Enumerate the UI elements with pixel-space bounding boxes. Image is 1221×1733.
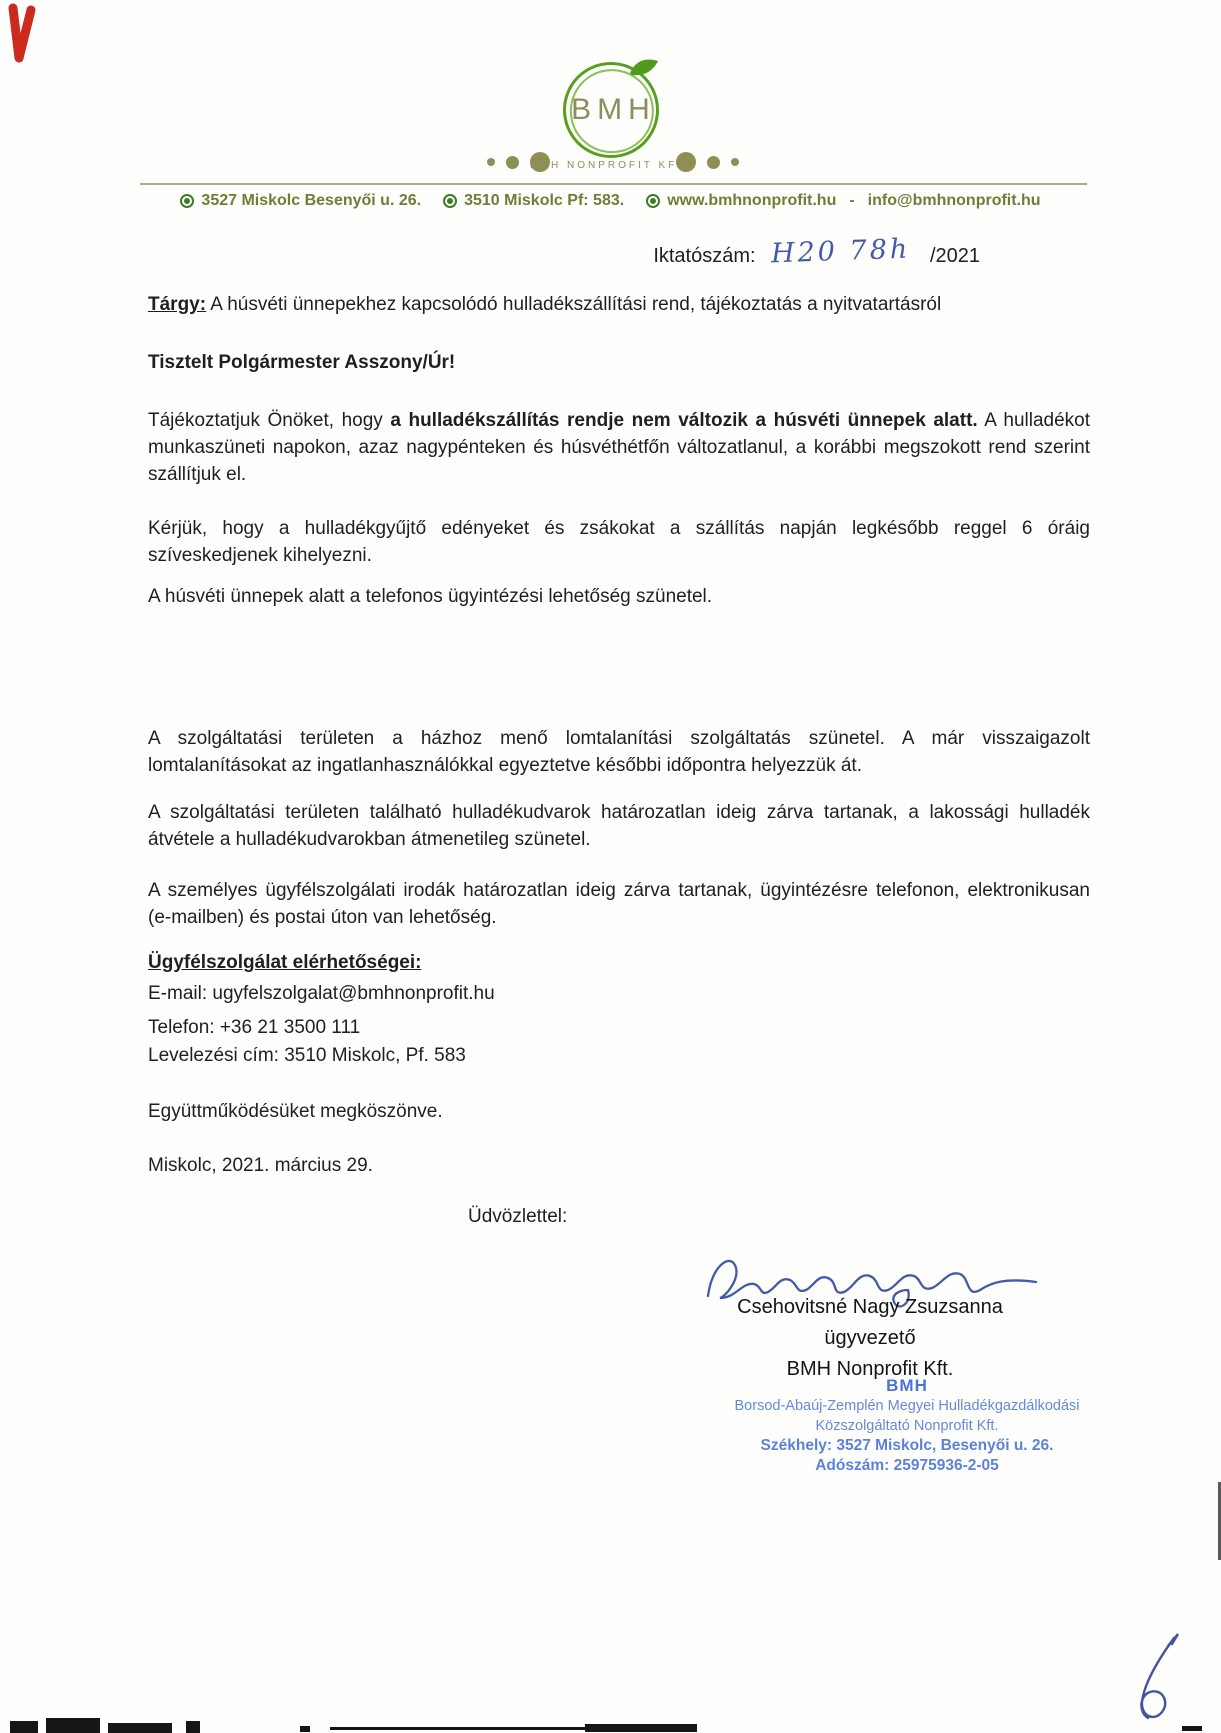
- closing-date: Miskolc, 2021. március 29.: [148, 1155, 373, 1176]
- reference-row: [0, 233, 980, 270]
- closing-valediction: Üdvözlettel:: [468, 1206, 568, 1227]
- paragraph-4: A szolgáltatási területen a házhoz menő lomtalanítási szolgáltatás szünetel. A már visszaigazolt lomtalanításokat az ingatlanhasználókkal egyeztetve későbbi időpontra helyezzük át.: [148, 728, 1090, 776]
- scan-artifact: [585, 1724, 697, 1732]
- globe-icon: [443, 194, 457, 208]
- reference-year: /2021: [929, 245, 980, 267]
- contact-email: info@bmhnonprofit.hu: [867, 192, 1041, 209]
- paragraph-1-normal-a: Tájékoztatjuk Önöket, hogy: [148, 410, 391, 431]
- scan-artifact: [186, 1721, 200, 1733]
- contact-address1-item: [180, 192, 421, 210]
- signatory-name: Csehovitsné Nagy Zsuzsanna: [737, 1296, 1003, 1318]
- logo-caption: BMH NONPROFIT KFT.: [529, 160, 692, 171]
- paragraph-1-bold: a hulladékszállítás rendje nem változik a húsvéti ünnepek alatt.: [390, 410, 978, 431]
- paragraph-3: A húsvéti ünnepek alatt a telefonos ügyintézési lehetőség szünetel.: [148, 586, 713, 607]
- customer-service-email: E-mail: ugyfelszolgalat@bmhnonprofit.hu: [148, 983, 495, 1004]
- leaf-icon: [628, 57, 662, 79]
- header-divider: [140, 183, 1087, 185]
- customer-service-postal: Levelezési cím: 3510 Miskolc, Pf. 583: [148, 1045, 466, 1066]
- subject-line: [148, 291, 1090, 318]
- paragraph-5: A szolgáltatási területen található hulladékudvarok határozatlan ideig zárva tartanak, a lakossági hulladék átvétele a hulladékudvarokban átmenetileg szünetel.: [148, 802, 1090, 850]
- scan-artifact: [108, 1723, 172, 1733]
- contact-address2: 3510 Miskolc Pf: 583.: [464, 192, 625, 209]
- scan-artifact: [46, 1718, 100, 1733]
- stamp-line5: Adószám: 25975936-2-05: [815, 1457, 999, 1474]
- paragraph-1-normal-b: A hulladékot munkaszüneti napokon, azaz nagypénteken és húsvéthétfőn változatlanul, a korábbi megszokott rend szerint szállítjuk el.: [148, 410, 1090, 485]
- header-contact-line: [0, 192, 1221, 210]
- scan-artifact: [1182, 1726, 1202, 1731]
- paraph-initial-handwriting: [1108, 1630, 1198, 1730]
- stamp-line4: Székhely: 3527 Miskolc, Besenyői u. 26.: [760, 1437, 1054, 1454]
- bmh-logo: [0, 60, 1221, 164]
- scan-artifact: [300, 1726, 310, 1732]
- signature-block: [660, 1292, 1080, 1385]
- contact-separator: -: [849, 192, 855, 209]
- stamp-line2: Borsod-Abaúj-Zemplén Megyei Hulladékgazdálkodási: [734, 1398, 1080, 1414]
- closing-thanks: Együttműködésüket megköszönve.: [148, 1101, 443, 1122]
- signatory-company: BMH Nonprofit Kft.: [786, 1358, 954, 1380]
- signatory-title: ügyvezető: [824, 1327, 916, 1349]
- globe-icon: [646, 194, 660, 208]
- customer-service-phone: Telefon: +36 21 3500 111: [148, 1017, 361, 1038]
- red-pen-mark: [4, 2, 40, 68]
- subject-text: A húsvéti ünnepekhez kapcsolódó hulladékszállítási rend, tájékoztatás a nyitvatartásról: [206, 294, 942, 315]
- paragraph-2: Kérjük, hogy a hulladékgyűjtő edényeket és zsákokat a szállítás napján legkésőbb reggel 6 óráig szíveskedjenek kihelyezni.: [148, 518, 1090, 566]
- contact-address2-item: [443, 192, 624, 210]
- contact-web-email-item: [646, 192, 1040, 210]
- subject-label: Tárgy:: [148, 294, 207, 315]
- globe-icon: [180, 194, 194, 208]
- stamp-line3: Közszolgáltató Nonprofit Kft.: [815, 1418, 999, 1434]
- salutation: Tisztelt Polgármester Asszony/Úr!: [148, 352, 456, 373]
- logo-circle: [563, 62, 659, 158]
- paragraph-1: [148, 407, 1090, 488]
- contact-address1: 3527 Miskolc Besenyői u. 26.: [201, 192, 422, 209]
- stamp-line1: BMH: [886, 1376, 928, 1395]
- company-stamp: [672, 1376, 1142, 1476]
- logo-text: BMH: [571, 93, 656, 126]
- reference-handwritten-number: H20 78h: [770, 233, 911, 270]
- paragraph-6: A személyes ügyfélszolgálati irodák határozatlan ideig zárva tartanak, ügyintézésre telefonon, elektronikusan (e-mailben) és postai úton van lehetőség.: [148, 880, 1090, 928]
- scan-artifact: [10, 1721, 38, 1733]
- contact-website: www.bmhnonprofit.hu: [667, 192, 837, 209]
- customer-service-heading: Ügyfélszolgálat elérhetőségei:: [148, 952, 422, 973]
- reference-label: Iktatószám:: [653, 245, 756, 267]
